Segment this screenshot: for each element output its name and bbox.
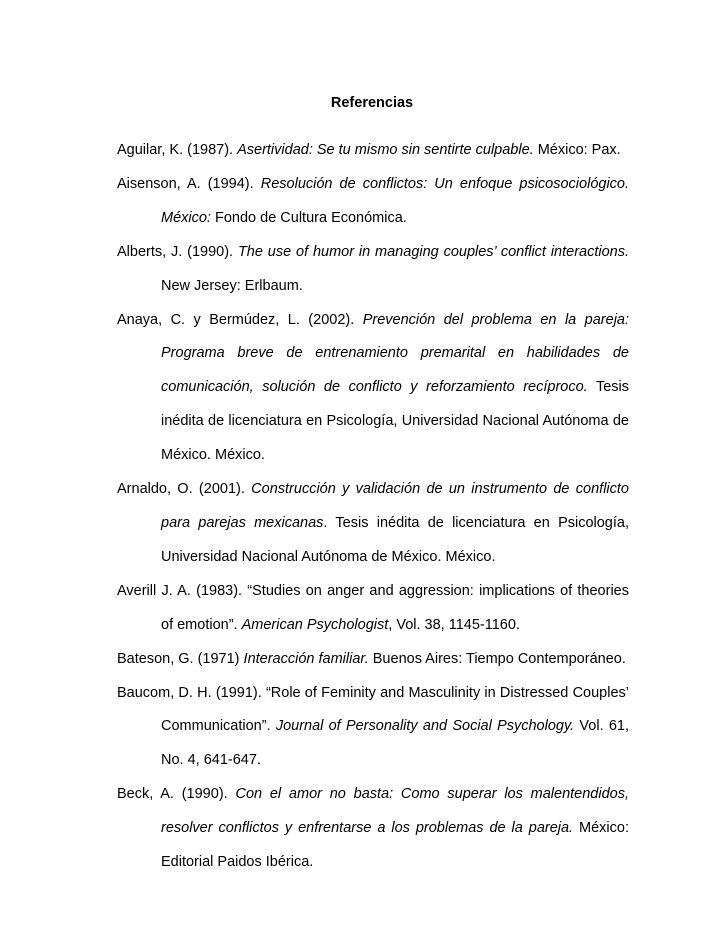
reference-aisenson xyxy=(117,168,629,236)
reference-bateson xyxy=(117,643,629,677)
reference-publisher: New Jersey: Erlbaum. xyxy=(161,277,303,294)
reference-authors: Anaya, C. y Bermúdez, L. (2002). xyxy=(117,311,363,328)
reference-title: Journal of Personality and Social Psychology. xyxy=(275,718,575,735)
reference-publisher: Tesis inédita de licenciatura en Psicología, Universidad Nacional Autónoma de México. México. xyxy=(161,379,629,464)
reference-list xyxy=(117,134,629,880)
reference-averill xyxy=(117,575,629,643)
reference-arnaldo xyxy=(117,473,629,575)
reference-publisher: México: Editorial Paidos Ibérica. xyxy=(161,820,629,871)
reference-title: Construcción y validación de un instrumento de conflicto para parejas mexicanas xyxy=(161,481,629,531)
reference-publisher: México: Pax. xyxy=(533,142,621,158)
reference-authors: Averill J. A. (1983). “Studies on anger and aggression: implications of theories of emotion”. xyxy=(117,582,629,633)
reference-publisher: Buenos Aires: Tiempo Contemporáneo. xyxy=(368,650,626,667)
page-title: Referencias xyxy=(330,95,414,111)
reference-anaya xyxy=(117,304,629,474)
reference-authors: Baucom, D. H. (1991). “Role of Feminity and Masculinity in Distressed Couples’ Communication”. xyxy=(117,684,629,735)
reference-authors: Beck, A. (1990). xyxy=(117,786,236,803)
reference-baucom xyxy=(117,677,629,779)
reference-title: The use of humor in managing couples’ conflict interactions. xyxy=(237,243,629,260)
reference-title: Resolución de conflictos: Un enfoque psicosociológico. México: xyxy=(161,175,630,226)
reference-authors: Alberts, J. (1990). xyxy=(117,243,238,260)
reference-title: Con el amor no basta: Como superar los malentendidos, resolver conflictos y enfrentarse a los problemas de la pareja. xyxy=(161,786,630,837)
reference-authors: Bateson, G. (1971) xyxy=(117,650,244,667)
reference-title: Interacción familiar. xyxy=(243,650,369,667)
reference-title: American Psychologist xyxy=(241,616,389,633)
reference-aguilar xyxy=(117,134,629,168)
reference-beck xyxy=(117,778,629,880)
reference-publisher: Fondo de Cultura Económica. xyxy=(210,209,407,226)
reference-title: Asertividad: Se tu mismo sin sentirte culpable. xyxy=(237,142,534,158)
reference-publisher: , Vol. 38, 1145-1160. xyxy=(388,616,520,633)
reference-title: Prevención del problema en la pareja: Programa breve de entrenamiento premarital en habilidades de comunicación, solución de conflicto y reforzamiento recíproco. xyxy=(161,311,630,396)
reference-authors: Aguilar, K. (1987). xyxy=(117,142,238,158)
reference-publisher: Vol. 61, No. 4, 641-647. xyxy=(161,718,629,769)
reference-alberts xyxy=(117,236,629,304)
reference-authors: Aisenson, A. (1994). xyxy=(117,175,261,192)
reference-authors: Arnaldo, O. (2001). xyxy=(117,481,252,498)
reference-publisher: . Tesis inédita de licenciatura en Psicología, Universidad Nacional Autónoma de México. México. xyxy=(161,514,629,565)
